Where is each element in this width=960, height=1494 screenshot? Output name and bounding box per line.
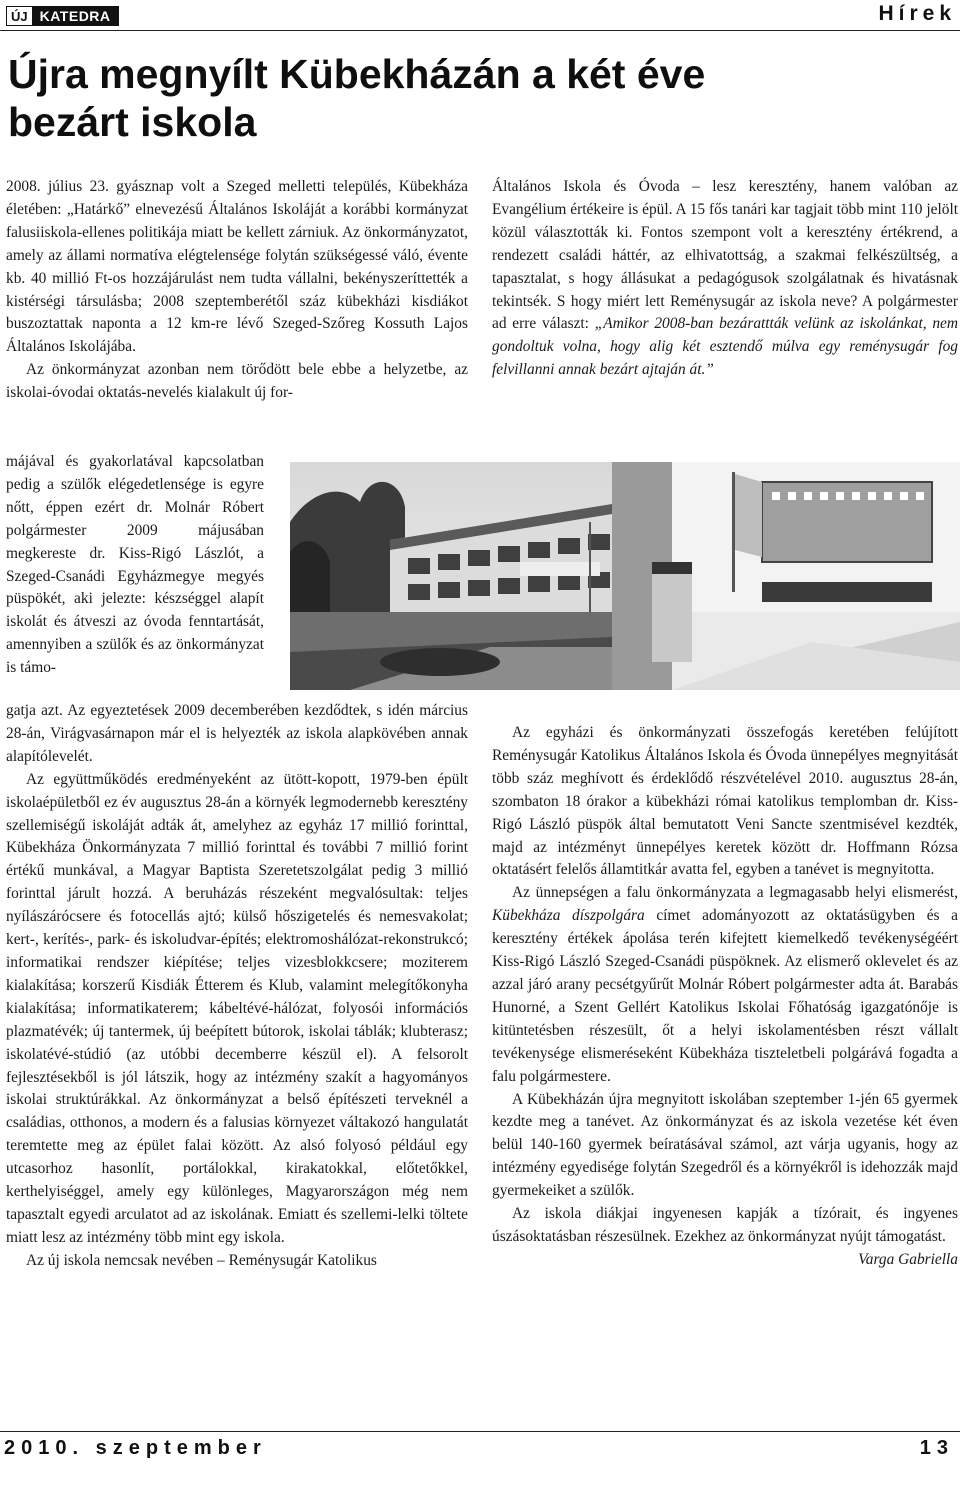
paragraph: Az új iskola nemcsak nevében – Reménysugár Katolikus <box>26 1251 377 1269</box>
paragraph: A Kübekházán újra megnyitott iskolában szeptember 1-jén 65 gyermek kezdte meg a tanévet. Az önkormányzat és az iskola vezetése két éven belül 140-160 gyermek beíratásával számol, azt várja ugyanis, hogy az intézmény egyedisége folytán Szegedről és a környékről is idehozzák majd gyermekeiket a szülők. <box>492 1090 958 1200</box>
masthead-bar <box>0 0 960 31</box>
page-number: 13 <box>919 1437 954 1459</box>
left-column-wrap <box>6 451 264 680</box>
paragraph-text: Az ünnepségen a falu önkormányzata a legmagasabb helyi elismerést, <box>512 884 958 902</box>
honorary-title: Kübekháza díszpolgára <box>492 907 645 925</box>
logo-main: KATEDRA <box>32 6 119 26</box>
left-column-top <box>6 176 468 405</box>
classroom-photo <box>612 462 960 690</box>
logo-prefix: ÚJ <box>6 6 32 26</box>
classroom-illustration <box>612 462 960 690</box>
paragraph: 2008. július 23. gyásznap volt a Szeged melletti település, Kübekháza életében: „Határkő” elnevezésű Általános Iskoláját a korábbi kormányzat falusiiskola-ellenes politikája miatt be kellett zárniuk. Az önkormányzatot, amely az állami normatíva elégtelensége folytán szükségessé váló, évente kb. 40 millió Ft-os hozzájárulást nem tudta vállalni, bekényszeríttették a kistérségi társulásba; 2008 szeptemberétől száz kübekházi kisdiákot buszoztattak naponta a 12 km-re lévő Szeged-Szőreg Kossuth Lajos Általános Iskolájába. <box>6 178 468 356</box>
right-column-bottom <box>492 722 958 1272</box>
school-building-photo <box>290 462 612 690</box>
right-column-top <box>492 176 958 382</box>
paragraph-text: Általános Iskola és Óvoda – lesz keresztény, hanem valóban az Evangélium értékeire is épül. A 15 fős tanári kar tagjait több mint 110 jelölt közül választották ki. Fontos szempont volt a keresztény értékrend, a rendezett családi háttér, az elhivatottság, a szakmai felkészültség, a tapasztalat, s hogy állásukat a pedagógusok szolgálatnak és hivatásnak tekintsék. S hogy miért lett Reménysugár az iskola neve? A polgármester ad erre választ: <box>492 178 958 333</box>
left-column-bottom <box>6 700 468 1273</box>
article-headline: Újra megnyílt Kübekházán a két éve bezárt iskola <box>8 51 706 145</box>
paragraph: Az önkormányzat azonban nem törődött bele ebbe a helyzetbe, az iskolai-óvodai oktatás-nevelés kialakult új for- <box>6 361 468 402</box>
paragraph-text: címet adományozott az oktatásügyben és a keresztény értékek ápolása terén kifejtett kiemelkedő tevékenységéért Kiss-Rigó László Szeged-Csanádi püspöknek. Az elismerő oklevelet és az azzal járó arany pecsétgyűrűt Molnár Róbert polgármester adta át. Barabás Hunorné, a Szent Gellért Katolikus Iskolai Főhatóság igazgatónője is kitüntetésben részesült, őt a helyi iskolamentésben részt vállalt tevékenysége elismeréseként Kübekháza tiszteletbeli polgárává fogadta a falu polgármestere. <box>492 907 958 1085</box>
paragraph: Az egyházi és önkormányzati összefogás keretében felújított Reménysugár Katolikus Általános Iskola és Óvoda ünnepélyes megnyitását több száz meghívott és érdeklődő részvételével 2010. augusztus 28-án, szombaton 18 órakor a kübekházi római katolikus templomban dr. Kiss-Rigó László püspök által bemutatott Veni Sancte szentmisével kezdték, majd az intézményt ünnepélyes keretek között dr. Hoffmann Rózsa oktatásért felelős államtitkár avatta fel, egyben a tanévet is megnyitotta. <box>492 724 958 879</box>
paragraph <box>492 176 958 382</box>
paragraph: Az együttműködés eredményeként az ütött-kopott, 1979-ben épült iskolaépületből ez év augusztus 28-án a környék legmodernebb keresztény szellemiségű iskoláját adták át, amelyhez az egyház 17 millió forinttal, Kübekháza Önkormányzata 7 millió forinttal és további 7 millió forint értékű munkával, a Magyar Baptista Szeretetszolgálat pedig 3 millió forinttal járult hozzá. A beruházás részeként megvalósultak: teljes nyílászárócsere és fotocellás ajtó; külső hőszigetelés és nemesvakolat; kert-, kerítés-, park- és iskoludvar-építés; elektromoshálózat-rekonstrukcó; informatikai rendszer kiépítése; teljes vizesblokkcsere; moziterem kialakítása; korszerű Kisdiák Étterem és Klub, valamint melegítőkonyha kialakítása; informatikaterem; kábeltévé-hálózat, folyosói információs plazmatévék; új tantermek, új beépített bútorok, iskolai táblák; klubterasz; iskolatévé-stúdió (az utóbbi decemberre készül el). A felsorolt fejlesztésekből is jól látszik, hogy az intézmény szakít a hagyományos iskolai struktúrákkal. Az önkormányzat a belső építészeti terveknél a családias, otthonos, a modern és a falusias környezet váltakozó hangulatát teremtette meg az épület falai között. Az alsó folyosó például egy utcasorhoz hasonlít, portálokkal, kirakatokkal, előtetőkkel, kerthelyiséggel, amely egy különleges, Magyarországon még nem tapasztalt egyedi arculatot ad az iskolának. Emiatt és szellemi-lelki töltete miatt lesz az intézmény több mint egy iskola. <box>6 770 468 1246</box>
paragraph: gatja azt. Az egyeztetések 2009 decemberében kezdődtek, s idén március 28-án, Virágvasárnapon már el is helyezték az iskola alapkövében annak alapítólevelét. <box>6 702 468 765</box>
school-building-illustration <box>290 462 612 690</box>
issue-date: 2010. szeptember <box>4 1437 267 1459</box>
paragraph <box>492 882 958 1088</box>
mayor-quote: „Amikor 2008-ban bezárattták velünk az iskolánkat, nem gondoltuk volna, hogy alig két esztendő múlva egy reménysugár fog felvillanni annak bezárt ajtaján át.” <box>492 315 958 379</box>
section-label: Hírek <box>878 2 956 25</box>
katedra-logo <box>6 6 119 26</box>
paragraph: májával és gyakorlatával kapcsolatban pedig a szülők elégedetlensége is egyre nőtt, éppen ezért dr. Molnár Róbert polgármester 2009 májusában megkereste dr. Kiss-Rigó Lászlót, a Szeged-Csanádi Egyházmegye megyés püspökét, aki jelezte: készséggel alapít iskolát és átveszi az óvoda fenntartását, amennyiben a szülők és az önkormányzat is támo- <box>6 453 264 677</box>
footer-rule <box>0 1431 960 1432</box>
author-byline: Varga Gabriella <box>858 1250 958 1268</box>
paragraph: Az iskola diákjai ingyenesen kapják a tízórait, és ingyenes úszásoktatásban részesülnek. Ezekhez az önkormányzat nyújt támogatást. <box>492 1205 958 1245</box>
